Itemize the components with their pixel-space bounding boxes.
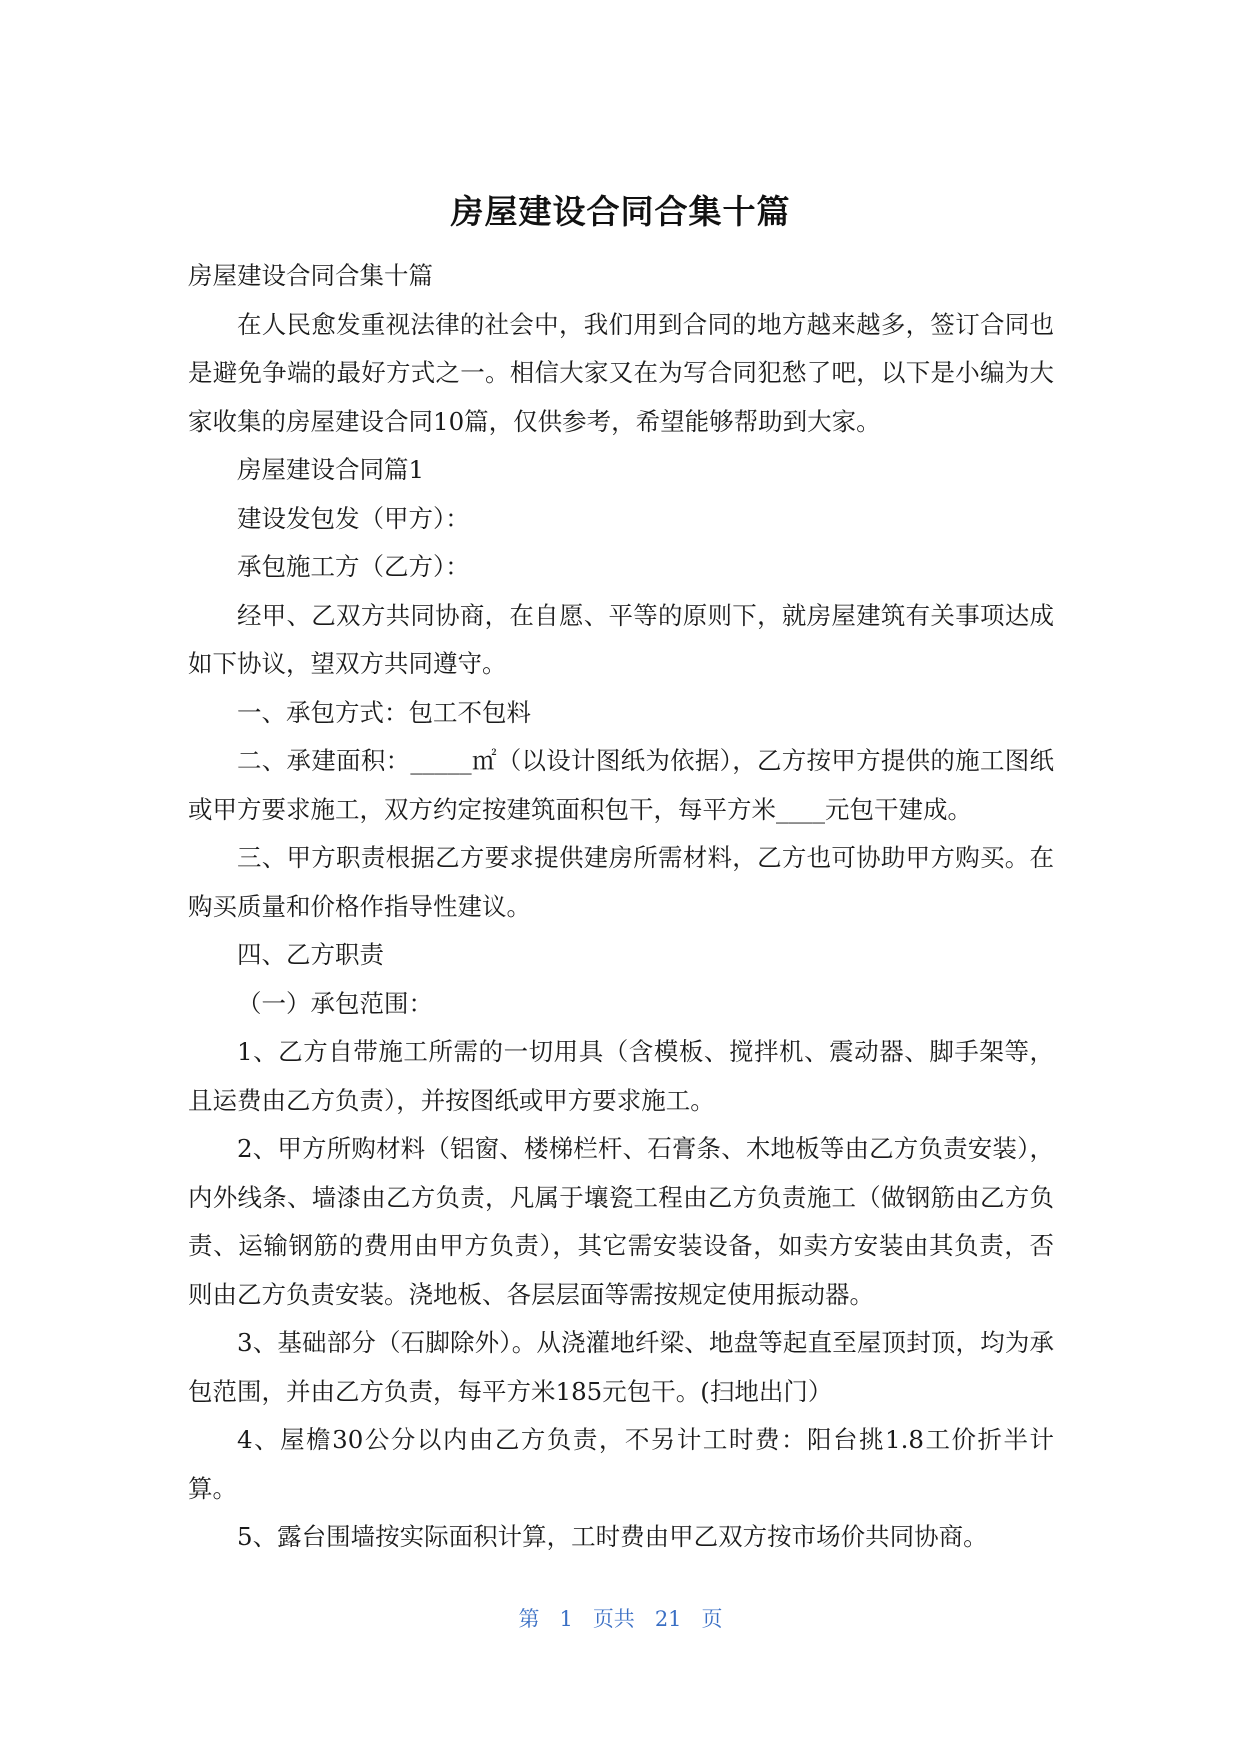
paragraph: 在人民愈发重视法律的社会中，我们用到合同的地方越来越多，签订合同也是避免争端的最好方式之一。相信大家又在为写合同犯愁了吧，以下是小编为大家收集的房屋建设合同10篇，仅供参考，希望能够帮助到大家。 xyxy=(188,309,1054,436)
paragraph: 一、承包方式：包工不包料 xyxy=(237,697,531,727)
paragraph: 3、基础部分（石脚除外）。从浇灌地纤梁、地盘等起直至屋顶封顶，均为承包范围，并由乙方负责，每平方米185元包干。(扫地出门） xyxy=(188,1328,1054,1406)
paragraph: 建设发包发（甲方）： xyxy=(237,503,470,533)
footer-current-page: 1 xyxy=(559,1607,573,1631)
footer-total-pages: 21 xyxy=(654,1607,682,1631)
footer-label-page: 第 xyxy=(518,1607,540,1631)
footer-label-end: 页 xyxy=(701,1607,723,1631)
document-title: 房屋建设合同合集十篇 xyxy=(450,192,791,231)
paragraph: 2、甲方所购材料（铝窗、楼梯栏杆、石膏条、木地板等由乙方负责安装），内外线条、墙漆由乙方负责，凡属于壤瓷工程由乙方负责施工（做钢筋由乙方负责、运输钢筋的费用由甲方负责），其它需安装设备，如卖方安装由其负责，否则由乙方负责安装。浇地板、各层层面等需按规定使用振动器。 xyxy=(188,1134,1054,1309)
footer-label-of: 页共 xyxy=(592,1607,635,1631)
paragraph: 1、乙方自带施工所需的一切用具（含模板、搅拌机、震动器、脚手架等，且运费由乙方负责），并按图纸或甲方要求施工。 xyxy=(188,1037,1054,1115)
paragraph: 经甲、乙双方共同协商，在自愿、平等的原则下，就房屋建筑有关事项达成如下协议，望双方共同遵守。 xyxy=(188,600,1054,678)
document-body xyxy=(188,252,1054,1562)
paragraph: 四、乙方职责 xyxy=(237,940,384,969)
paragraph: 二、承建面积：_____㎡（以设计图纸为依据），乙方按甲方提供的施工图纸或甲方要求施工，双方约定按建筑面积包干，每平方米____元包干建成。 xyxy=(188,746,1054,824)
paragraph: 三、甲方职责根据乙方要求提供建房所需材料，乙方也可协助甲方购买。在购买质量和价格作指导性建议。 xyxy=(188,843,1054,921)
page-footer xyxy=(0,1604,1241,1634)
paragraph: 房屋建设合同篇1 xyxy=(237,455,425,484)
paragraph: 5、露台围墙按实际面积计算，工时费由甲乙双方按市场价共同协商。 xyxy=(237,1522,988,1551)
paragraph: 承包施工方（乙方）： xyxy=(237,552,470,581)
paragraph: 4、屋檐30公分以内由乙方负责，不另计工时费：阳台挑1.8工价折半计算。 xyxy=(188,1425,1054,1503)
paragraph: （一）承包范围： xyxy=(237,988,433,1018)
paragraph: 房屋建设合同合集十篇 xyxy=(188,261,433,290)
